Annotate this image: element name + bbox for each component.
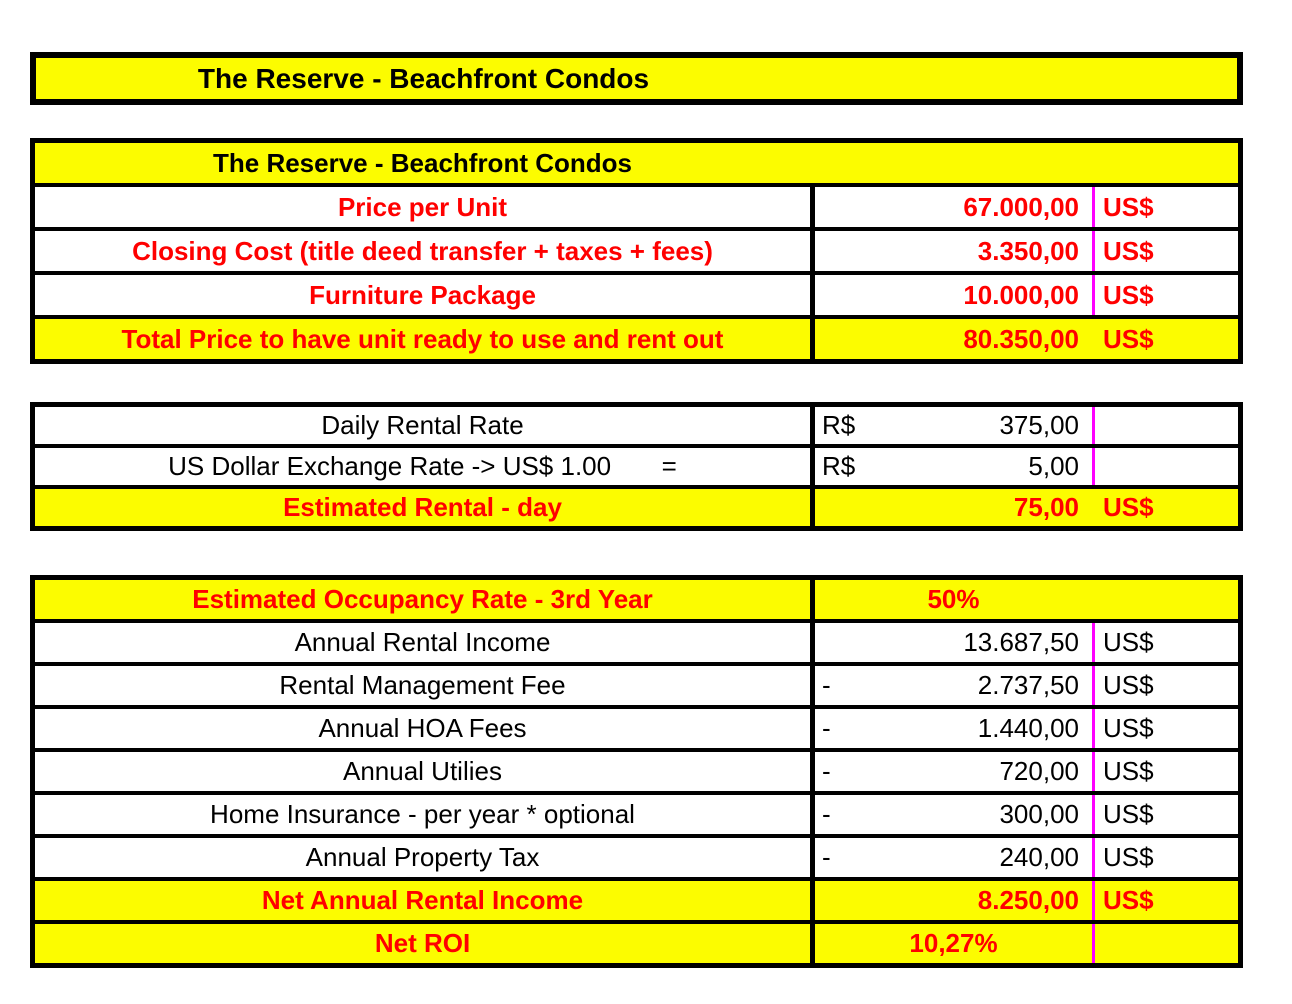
row-value-cell [815,838,1238,877]
table-row [35,709,1238,752]
table-row [35,838,1238,881]
row-value-cell [815,924,1238,963]
table-row [35,187,1238,231]
table-row-total [35,319,1238,359]
currency-label: US$ [1103,323,1154,354]
currency-label: US$ [1103,191,1154,222]
currency-label: US$ [1103,756,1154,786]
row-value-cell [815,231,1238,271]
row-value-cell [815,319,1238,359]
table-row [35,231,1238,275]
row-value-cell [815,187,1238,227]
currency-label: US$ [1103,713,1154,743]
row-label: Total Price to have unit ready to use and rent out [35,319,815,359]
currency-label: US$ [1103,799,1154,829]
row-value-cell [815,275,1238,315]
row-label: Annual Rental Income [35,623,815,662]
currency-label: US$ [1103,885,1154,915]
row-value-cell [815,666,1238,705]
currency-prefix: R$ [822,451,856,481]
currency-label: US$ [1103,235,1154,266]
amount-value: 80.350,00 [963,323,1079,354]
amount-value: 240,00 [815,838,1095,877]
currency-label: US$ [1103,627,1154,657]
row-value-cell [815,709,1238,748]
row-label: US Dollar Exchange Rate -> US$ 1.00 = [35,448,815,485]
row-label: Closing Cost (title deed transfer + taxes + fees) [35,231,815,271]
row-label: Home Insurance - per year * optional [35,795,815,834]
row-value-cell [815,623,1238,662]
row-value-cell [815,795,1238,834]
table-row [35,623,1238,666]
percent-value: 50% [927,584,980,614]
currency-label: US$ [1103,492,1154,522]
table-row [35,143,1238,187]
table-row-total [35,881,1238,924]
table-row [35,275,1238,319]
amount-value: 1.440,00 [815,709,1095,748]
row-label: Annual Property Tax [35,838,815,877]
table-row [35,752,1238,795]
amount-value: 3.350,00 [815,231,1095,271]
minus-sign: - [822,713,831,743]
amount-value: 5,00 [815,448,1095,485]
amount-value: 720,00 [815,752,1095,791]
amount-value: 13.687,50 [815,623,1095,662]
row-value-cell [815,580,1238,619]
row-label: Annual HOA Fees [35,709,815,748]
table-header-row [35,580,1238,623]
row-label: Estimated Rental - day [35,489,815,526]
table-row [35,407,1238,448]
row-label: Net Annual Rental Income [35,881,815,920]
currency-label: US$ [1103,842,1154,872]
amount-value: 300,00 [815,795,1095,834]
amount-value: 375,00 [815,407,1095,444]
row-label: Rental Management Fee [35,666,815,705]
table-header-cell: The Reserve - Beachfront Condos [213,147,632,178]
row-value-cell [815,881,1238,920]
minus-sign: - [822,799,831,829]
row-label: Net ROI [35,924,815,963]
roi-table [30,575,1243,968]
amount-value: 10.000,00 [815,275,1095,315]
row-label: Annual Utilies [35,752,815,791]
minus-sign: - [822,756,831,786]
minus-sign: - [822,670,831,700]
amount-value: 75,00 [1013,492,1079,522]
row-label: Furniture Package [35,275,815,315]
row-label: Estimated Occupancy Rate - 3rd Year [35,580,815,619]
minus-sign: - [822,842,831,872]
table-row [35,666,1238,709]
table-row-total [35,924,1238,963]
currency-label: US$ [1103,670,1154,700]
row-value-cell [815,489,1238,526]
page-title: The Reserve - Beachfront Condos [197,62,650,94]
row-value-cell [815,407,1238,444]
currency-prefix: R$ [822,410,856,440]
row-label: Price per Unit [35,187,815,227]
table-row [35,448,1238,489]
rental-rate-table [30,402,1243,531]
amount-value: 2.737,50 [815,666,1095,705]
percent-value: 10,27% [815,924,1095,963]
table-row-total [35,489,1238,526]
currency-label: US$ [1103,279,1154,310]
amount-value: 8.250,00 [815,881,1095,920]
row-value-cell [815,448,1238,485]
row-label: Daily Rental Rate [35,407,815,444]
amount-value: 67.000,00 [815,187,1095,227]
table-row [35,795,1238,838]
row-value-cell [815,752,1238,791]
purchase-cost-table [30,138,1243,364]
top-title-banner [30,52,1243,105]
